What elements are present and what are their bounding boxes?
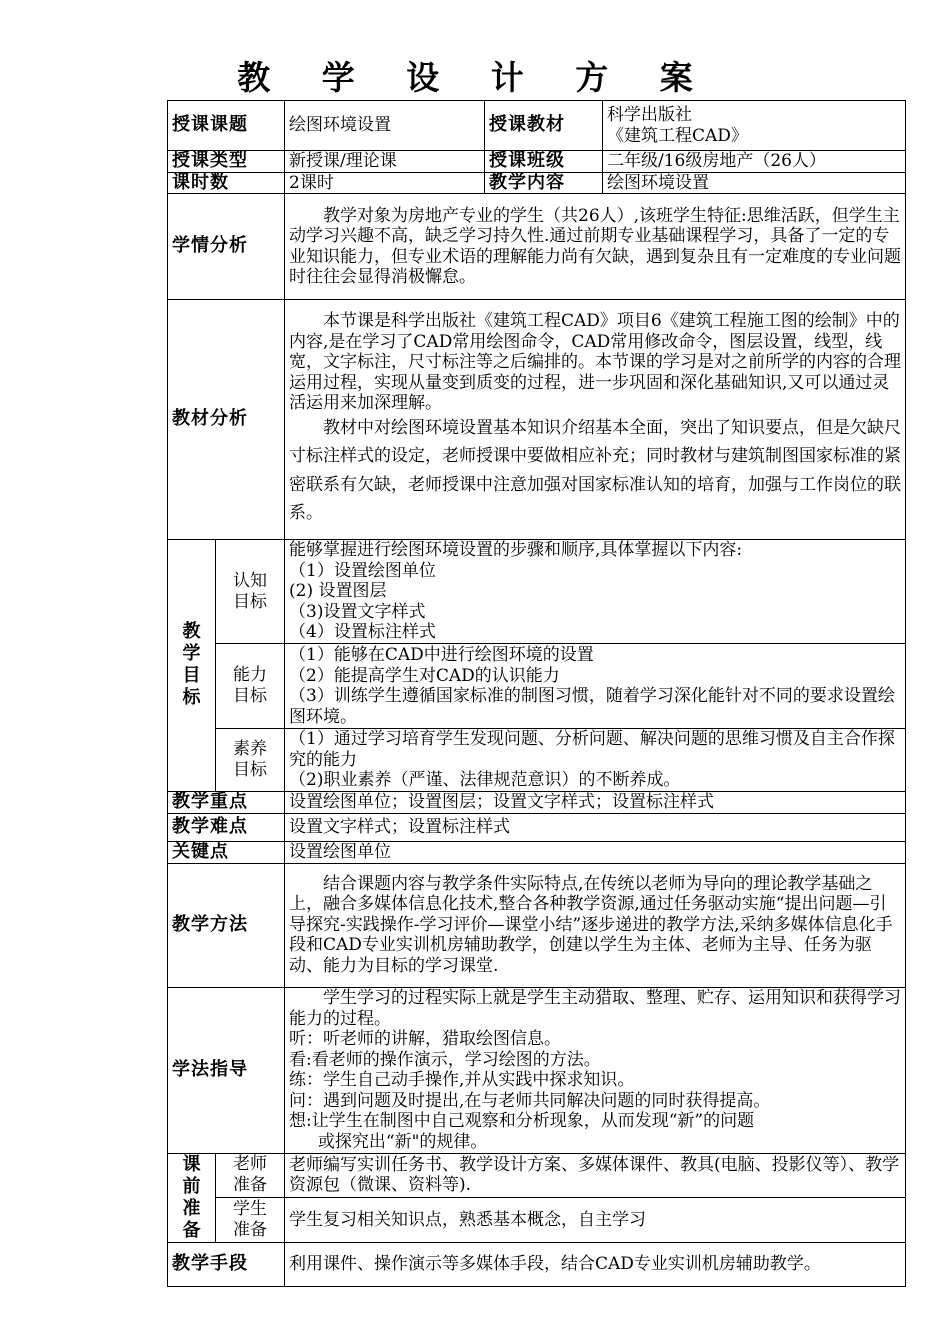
row-means: [168, 1242, 906, 1286]
cognitive-line-4: （4）设置标注样式: [289, 622, 436, 643]
textbook-label: 授课教材: [485, 101, 603, 151]
cognitive-line-1: （1）设置绘图单位: [289, 560, 436, 581]
methods-label: 教学方法: [168, 863, 285, 987]
guidance-intro: 学生学习的过程实际上就是学生主动猎取、整理、贮存、运用知识和获得学习能力的过程。: [289, 988, 901, 1029]
ability-line-0: （1）能够在CAD中进行绘图环境的设置: [289, 645, 594, 665]
methods-paragraph: 结合课题内容与教学条件实际特点,在传统以老师为导向的理论教学基础之上，融合多媒体信息化技术,整合各种教学资源,通过任务驱动实施“提出问题—引导探究-实践操作-学习评价—课堂小结”逐步递进的教学方法,采纳多媒体信息化手段和CAD专业实训机房辅助教学，创建以学生为主体、老师为主导、任务为驱动、能力为目标的学习课堂.: [289, 873, 893, 976]
textbook-analysis-paragraph-2: 教材中对绘图环境设置基本知识介绍基本全面，突出了知识要点，但是欠缺尺寸标注样式的设定，老师授课中要做相应补充；同时教材与建筑制图国家标准的紧密联系有欠缺，老师授课中注意加强对国家标准认知的培育，加强与工作岗位的联系。: [289, 417, 901, 524]
guidance-content: [285, 987, 906, 1153]
objectives-label: [168, 540, 216, 792]
means-text: 利用课件、操作演示等多媒体手段，结合CAD专业实训机房辅助教学。: [285, 1242, 906, 1286]
student-prep-text: 学生复习相关知识点，熟悉基本概念，自主学习: [285, 1198, 906, 1243]
content-value: 绘图环境设置: [603, 172, 906, 194]
class-value: 二年级/16级房地产（26人）: [603, 151, 906, 173]
row-critical: [168, 841, 906, 863]
teacher-prep-text: 老师编写实训任务书、教学设计方案、多媒体课件、教具(电脑、投影仪等）、教学资源包（微课、资料等).: [285, 1153, 906, 1198]
lesson-plan-table: [167, 100, 906, 1287]
textbook-analysis-label: 教材分析: [168, 300, 285, 540]
difficulties-label: 教学难点: [168, 813, 285, 841]
cognitive-content: [285, 540, 906, 644]
row-objective-quality: [168, 729, 906, 792]
quality-line-1: （2)职业素养（严谨、法律规范意识）的不断养成。: [289, 770, 681, 790]
ability-label-text: 能力目标: [232, 665, 267, 706]
key-points-label: 教学重点: [168, 791, 285, 813]
hours-label: 课时数: [168, 172, 285, 194]
row-objective-ability: [168, 644, 906, 729]
quality-content: [285, 729, 906, 792]
guidance-line-practice: 练：学生自己动手操作,并从实践中探求知识。: [289, 1070, 635, 1090]
class-label: 授课班级: [485, 151, 603, 173]
row-student-analysis: [168, 194, 906, 300]
critical-value: 设置绘图单位: [285, 841, 906, 863]
course-topic-value: 绘图环境设置: [285, 101, 485, 151]
guidance-line-ask: 问：遇到问题及时提出,在与老师共同解决问题的同时获得提高。: [289, 1090, 771, 1111]
guidance-line-think-cont: 或探究出“新"的规律。: [317, 1131, 488, 1152]
quality-label-text: 素养目标: [232, 738, 267, 780]
course-topic-label: 授课课题: [168, 101, 285, 151]
row-difficulties: [168, 813, 906, 841]
student-prep-label: [216, 1198, 285, 1243]
textbook-name: 《建筑工程CAD》: [607, 125, 748, 146]
means-label: 教学手段: [168, 1242, 285, 1286]
textbook-analysis-text: [285, 300, 906, 540]
critical-label: 关键点: [168, 841, 285, 863]
methods-text: [285, 863, 906, 987]
student-analysis-label: 学情分析: [168, 194, 285, 300]
guidance-line-watch: 看:看老师的操作演示，学习绘图的方法。: [289, 1049, 601, 1070]
row-objective-cognitive: [168, 540, 906, 644]
row-hours: [168, 172, 906, 194]
row-guidance: [168, 987, 906, 1153]
cognitive-label-text: 认知目标: [232, 570, 267, 612]
student-analysis-paragraph: 教学对象为房地产专业的学生（共26人）,该班学生特征:思维活跃，但学生主动学习兴趣不高，缺乏学习持久性.通过前期专业基础课程学习，具备了一定的专业知识能力，但专业术语的理解能力尚有欠缺，遇到复杂且有一定难度的专业问题时往往会显得消极懈怠。: [289, 205, 901, 287]
row-methods: [168, 863, 906, 987]
quality-label: [216, 729, 285, 792]
course-type-label: 授课类型: [168, 151, 285, 173]
preparation-label: [168, 1153, 216, 1242]
student-prep-label-text: 学生准备: [232, 1198, 267, 1240]
guidance-line-think: 想:让学生在制图中自己观察和分析现象，从而发现“新”的问题: [289, 1111, 755, 1131]
cognitive-line-0: 能够掌握进行绘图环境设置的步骤和顺序,具体掌握以下内容:: [289, 540, 743, 561]
cognitive-label: [216, 540, 285, 644]
cognitive-line-3: （3)设置文字样式: [289, 601, 426, 622]
textbook-value: [603, 101, 906, 151]
row-topic: [168, 101, 906, 151]
row-key-points: [168, 791, 906, 813]
ability-content: [285, 644, 906, 729]
objectives-label-text: 教学目标: [182, 621, 201, 709]
course-type-value: 新授课/理论课: [285, 151, 485, 173]
preparation-label-text: 课前准备: [182, 1153, 201, 1241]
row-prep-student: [168, 1198, 906, 1243]
cognitive-line-2: (2) 设置图层: [289, 581, 387, 602]
page-title: 教 学 设 计 方 案: [237, 58, 713, 97]
ability-line-2: （3）训练学生遵循国家标准的制图习惯，随着学习深化能针对不同的要求设置绘图环境。: [289, 686, 895, 727]
textbook-analysis-paragraph-1: 本节课是科学出版社《建筑工程CAD》项目6《建筑工程施工图的绘制》中的内容,是在学习了CAD常用绘图命令，CAD常用修改命令，图层设置，线型，线宽，文字标注，尺寸标注等之后编排的。本节课的学习是对之前所学的内容的合理运用过程，实现从量变到质变的过程，进一步巩固和深化基础知识,又可以通过灵活运用来加深理解。: [289, 311, 901, 414]
student-analysis-text: [285, 194, 906, 300]
ability-line-1: （2）能提高学生对CAD的认识能力: [289, 665, 560, 686]
guidance-line-listen: 听：听老师的讲解，猎取绘图信息。: [289, 1029, 561, 1049]
row-prep-teacher: [168, 1153, 906, 1198]
row-textbook-analysis: [168, 300, 906, 540]
quality-line-0: （1）通过学习培育学生发现问题、分析问题、解决问题的思维习惯及自主合作探究的能力: [289, 729, 895, 770]
row-type: [168, 151, 906, 173]
hours-value: 2课时: [285, 172, 485, 194]
teacher-prep-label-text: 老师准备: [232, 1154, 267, 1196]
guidance-label: 学法指导: [168, 987, 285, 1153]
ability-label: [216, 644, 285, 729]
content-label: 教学内容: [485, 172, 603, 194]
key-points-value: 设置绘图单位；设置图层；设置文字样式；设置标注样式: [285, 791, 906, 813]
difficulties-value: 设置文字样式；设置标注样式: [285, 813, 906, 841]
teacher-prep-label: [216, 1153, 285, 1198]
textbook-publisher: 科学出版社: [607, 105, 692, 125]
